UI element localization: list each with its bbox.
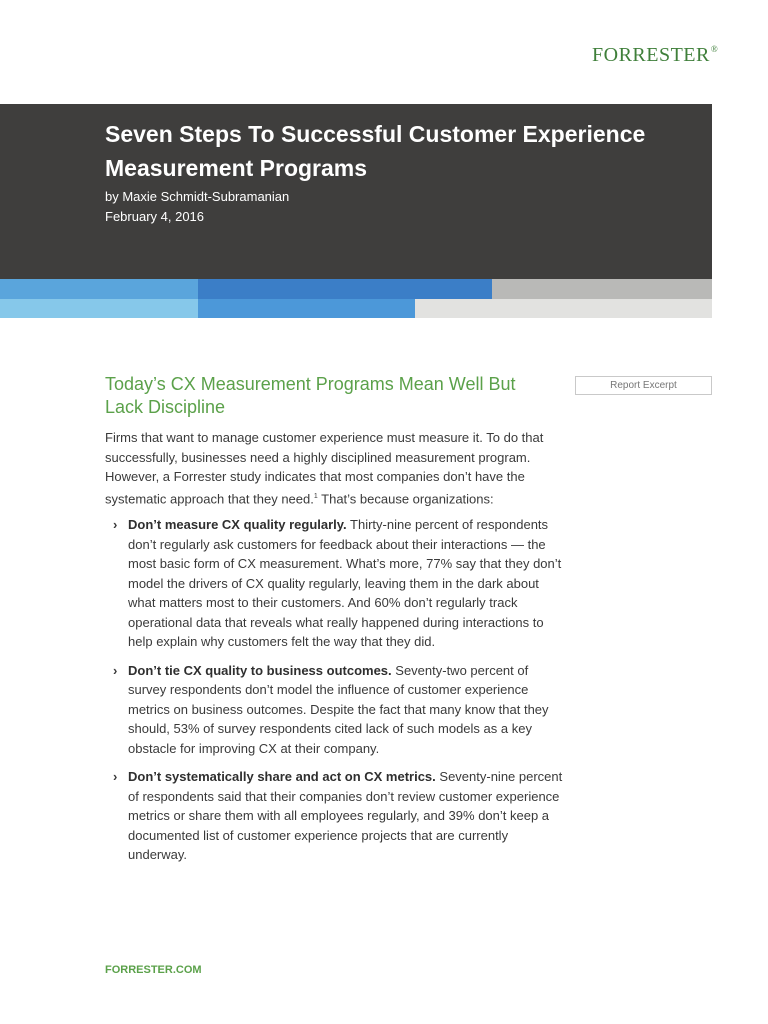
report-title: Seven Steps To Successful Customer Experience Measurement Programs [105, 121, 646, 181]
section-heading: Today’s CX Measurement Programs Mean Well But Lack Discipline [105, 374, 516, 417]
forrester-logo [592, 44, 718, 67]
logo-text: FORRESTER [592, 44, 710, 66]
bullet-lead: Don’t systematically share and act on CX metrics. [128, 769, 436, 784]
bullet-lead: Don’t measure CX quality regularly. [128, 517, 347, 532]
intro-paragraph [105, 428, 560, 508]
list-item [105, 767, 565, 865]
publication-date: February 4, 2016 [105, 209, 205, 224]
stripe-bottom-1 [0, 299, 198, 318]
chevron-right-icon: › [113, 769, 118, 784]
author-byline: by Maxie Schmidt-Subramanian [105, 189, 290, 204]
bullet-lead: Don’t tie CX quality to business outcomes. [128, 662, 392, 678]
findings-list [105, 515, 565, 874]
registered-mark: ® [710, 44, 719, 54]
stripe-top-1 [0, 279, 198, 299]
stripe-bottom-3 [415, 299, 712, 318]
list-item [105, 515, 565, 652]
stripe-top-3 [492, 279, 712, 299]
stripe-bottom-2 [198, 299, 415, 318]
bullet-text: Thirty-nine percent of respondents don’t regularly ask customers for feedback about their interactions — the most basic form of CX measurement. What’s more, 77% say that they don’t model the drivers of CX quality regularly, leaving them in the dark about what matters most to their customers. And 60% don’t regularly track operational data that reveals what really happened during interactions to help explain why customers felt the way that they did. [128, 517, 562, 649]
chevron-right-icon: › [113, 517, 118, 532]
bullet-text: Seventy-nine percent of respondents said that their companies don’t review customer experience metrics or share them with all employees regularly, and 39% don’t keep a documented list of customer experience projects that are currently underway. [128, 769, 563, 862]
stripe-top-2 [198, 279, 492, 299]
footnote-ref[interactable]: 1 [313, 492, 318, 500]
intro-tail: That’s because organizations: [317, 490, 494, 506]
footer-site-link[interactable]: FORRESTER.COM [105, 964, 202, 976]
bullet-text: Seventy-two percent of survey respondents don’t model the influence of customer experience metrics on business outcomes. Despite the fact that many know that they should, 53% of survey respondents cited lack of such models as a key obstacle for improving CX at their company. [128, 662, 549, 756]
intro-text: Firms that want to manage customer experience must measure it. To do that successfully, businesses need a highly disciplined measurement program. However, a Forrester study indicates that most companies don’t have the systematic approach that they need. [105, 430, 544, 506]
report-excerpt-label: Report Excerpt [575, 376, 712, 395]
chevron-right-icon: › [113, 662, 118, 678]
list-item [105, 661, 565, 759]
